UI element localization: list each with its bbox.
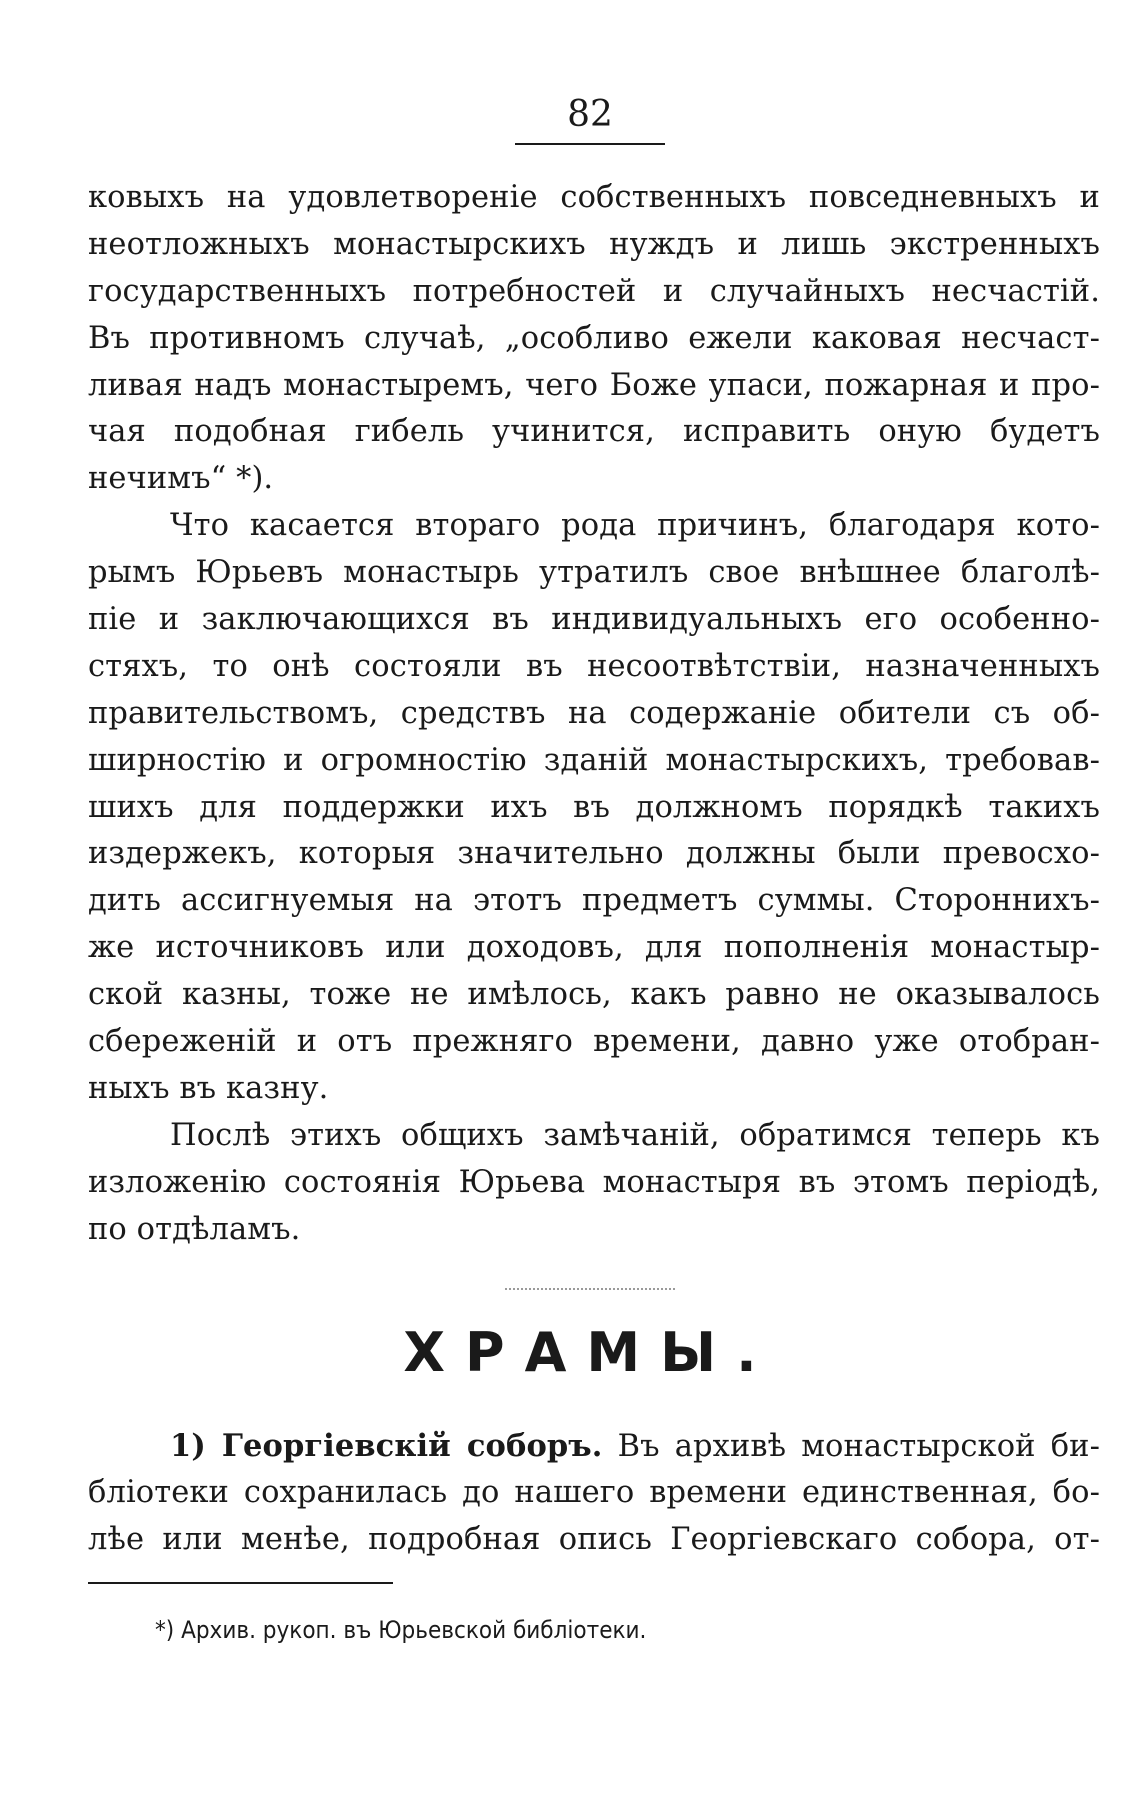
text-line: лѣе или менѣе, подробная опись Георгiевскаго собора, от- [88, 1521, 1100, 1557]
text-line: пiе и заключающихся въ индивидуальныхъ его особенно- [88, 602, 1100, 638]
text-line: правительствомъ, средствъ на содержанiе обители съ об- [88, 695, 1100, 731]
text-line: Послѣ этихъ общихъ замѣчанiй, обратимся теперь къ [170, 1117, 1100, 1153]
text-line-rest: Въ архивѣ монастырской би- [617, 1429, 1100, 1464]
text-line: же источниковъ или доходовъ, для пополненiя монастыр- [88, 930, 1100, 966]
section-body [88, 1423, 1100, 1564]
text-line: шихъ для поддержки ихъ въ должномъ порядкѣ такихъ [88, 789, 1100, 825]
text-line: ской казны, тоже не имѣлось, какъ равно не оказывалось [88, 977, 1100, 1013]
text-line [88, 1423, 1100, 1470]
footnote-rule [88, 1582, 393, 1584]
text-line: государственныхъ потребностей и случайныхъ несчастiй. [88, 273, 1100, 309]
section-title: ХРАМЫ. [403, 1321, 777, 1384]
text-line: издержекъ, которыя значительно должны были превосхо- [88, 836, 1100, 872]
text-line: неотложныхъ монастырскихъ нуждъ и лишь экстренныхъ [88, 226, 1100, 262]
text-line: ширностiю и огромностiю зданiй монастырскихъ, требовав- [88, 742, 1100, 778]
body-text [88, 175, 1100, 1253]
page-number-rule [515, 143, 665, 145]
text-line: ныхъ въ казну. [88, 1070, 329, 1106]
footnote: *) Архив. рукоп. въ Юрьевской библiотеки. [155, 1616, 647, 1644]
text-line: чая подобная гибель учинится, исправить оную будетъ [88, 414, 1100, 450]
text-line: нечимъ“ *). [88, 461, 274, 497]
page-number: 82 [567, 94, 613, 135]
text-line: изложенiю состоянiя Юрьева монастыря въ этомъ перiодѣ, [88, 1164, 1100, 1200]
paragraph-3 [88, 1113, 1100, 1254]
text-line: ковыхъ на удовлетворенiе собственныхъ повседневныхъ и [88, 180, 1100, 215]
text-line: дить ассигнуемыя на этотъ предметъ суммы. Стороннихъ- [88, 883, 1100, 919]
text-line: ливая надъ монастыремъ, чего Боже упаси, пожарная и про- [88, 367, 1100, 403]
text-line: по отдѣламъ. [88, 1211, 301, 1247]
text-line: Въ противномъ случаѣ, „особливо ежели каковая несчаст- [88, 320, 1100, 356]
text-line: блiотеки сохранилась до нашего времени единственная, бо- [88, 1474, 1100, 1510]
section-divider-ornament [505, 1288, 675, 1296]
text-line: сбереженiй и отъ прежняго времени, давно уже отобран- [88, 1024, 1100, 1060]
paragraph-1 [88, 175, 1100, 503]
text-line: Что касается втораго рода причинъ, благодаря кото- [170, 508, 1100, 544]
text-line: рымъ Юрьевъ монастырь утратилъ свое внѣшнее благолѣ- [88, 555, 1100, 591]
subsection-heading: 1) Георгiевскiй соборъ. [170, 1428, 603, 1464]
text-line: стяхъ, то онѣ состояли въ несоотвѣтствiи, назначенныхъ [88, 648, 1100, 684]
paragraph-2 [88, 503, 1100, 1113]
